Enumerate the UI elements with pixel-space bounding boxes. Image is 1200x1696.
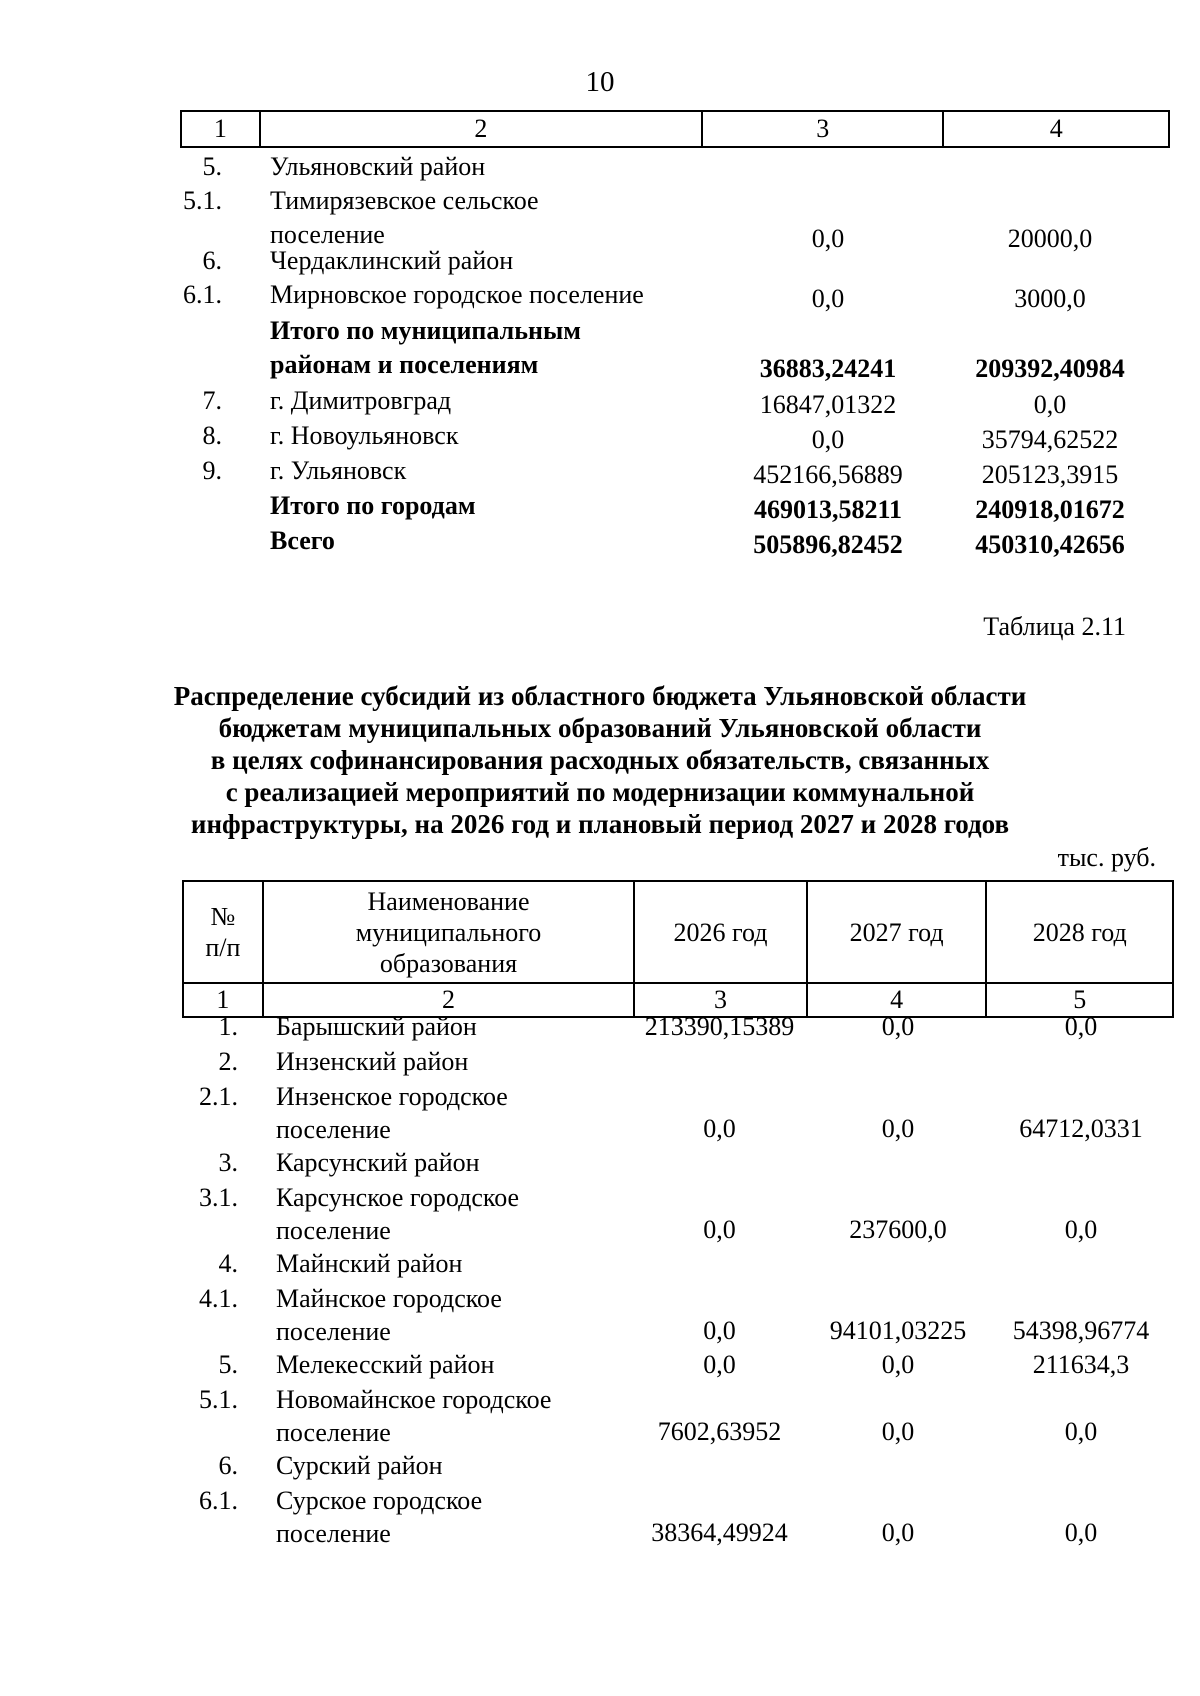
title-line: Распределение субсидий из областного бюджета Ульяновской области (173, 681, 1027, 711)
row-value: 0,0 (703, 1215, 736, 1244)
row-value: 0,0 (1033, 390, 1067, 419)
row-number: 6. (218, 1451, 238, 1480)
row-name (270, 278, 710, 312)
row-value: 0,0 (811, 224, 845, 253)
row-name (276, 1282, 636, 1348)
row-name-line: г. Новоульяновск (270, 421, 459, 450)
row-value: 0,0 (703, 1114, 736, 1143)
row-name-line: Инзенское городское (276, 1082, 508, 1111)
header-year-2027: 2027 год (807, 881, 987, 983)
row-value: 0,0 (811, 284, 845, 313)
row-value: 505896,82452 (753, 530, 903, 559)
table-row (180, 244, 1170, 278)
header-name-cell (263, 881, 634, 983)
row-name (276, 1045, 636, 1078)
row-name (276, 1146, 636, 1179)
row-value: 36883,24241 (759, 354, 897, 383)
row-value: 0,0 (881, 1114, 915, 1143)
row-name (270, 244, 710, 278)
title-line: инфраструктуры, на 2026 год и плановый период 2027 и 2028 годов (190, 809, 1010, 839)
row-value: 38364,49924 (651, 1518, 788, 1547)
document-title (0, 680, 1200, 840)
row-value: 20000,0 (1007, 224, 1093, 253)
row-name-line: поселение (276, 1115, 391, 1144)
header-year-2028: 2028 год (986, 881, 1173, 983)
row-name (276, 1247, 636, 1280)
row-value: 0,0 (881, 1518, 915, 1547)
row-value: 240918,01672 (975, 495, 1125, 524)
table-row (180, 489, 1170, 524)
table1-col-number: 3 (702, 111, 944, 147)
row-number: 5.1. (183, 186, 222, 215)
row-name-line: поселение (270, 220, 385, 249)
header-number-line: п/п (205, 933, 241, 962)
row-name-line: Карсунское городское (276, 1183, 520, 1212)
row-value: 0,0 (881, 1350, 915, 1379)
row-name-line: г. Димитровград (270, 386, 452, 415)
row-value: 0,0 (881, 1417, 915, 1446)
row-name (270, 184, 710, 252)
title-line: бюджетам муниципальных образований Ульяновской области (218, 713, 982, 743)
row-name-line: Тимирязевское сельское (270, 186, 539, 215)
row-name-line: Чердаклинский район (270, 246, 514, 275)
row-value: 469013,58211 (753, 495, 903, 524)
row-number: 7. (202, 386, 222, 415)
table2-col-number: 5 (986, 983, 1173, 1017)
table-row (180, 1383, 1170, 1447)
header-name-line: Наименование (367, 886, 530, 916)
row-value: 0,0 (703, 1316, 736, 1345)
row-value: 452166,56889 (753, 460, 903, 489)
row-value: 0,0 (1064, 1518, 1098, 1547)
row-name (276, 1484, 636, 1550)
table2-header (182, 880, 1174, 1018)
table2-col-number: 2 (263, 983, 634, 1017)
header-name-line: образования (379, 948, 518, 978)
row-value: 54398,96774 (1012, 1316, 1150, 1345)
row-number: 5. (202, 152, 222, 181)
header-year-2026: 2026 год (634, 881, 807, 983)
row-value: 237600,0 (849, 1215, 947, 1244)
row-number: 6.1. (183, 280, 222, 309)
row-name (276, 1449, 636, 1482)
row-number: 1. (218, 1012, 238, 1041)
title-line: в целях софинансирования расходных обязательств, связанных (210, 745, 990, 775)
row-name-line: Карсунский район (276, 1148, 480, 1177)
row-number: 6.1. (199, 1486, 238, 1515)
row-name-line: Сурский район (276, 1451, 443, 1480)
row-value: 94101,03225 (829, 1316, 967, 1345)
row-number: 2. (218, 1047, 238, 1076)
table1-header (180, 110, 1170, 148)
row-name-line: поселение (276, 1216, 391, 1245)
table-row (180, 1080, 1170, 1144)
table2-col-number: 1 (183, 983, 263, 1017)
row-number: 9. (202, 456, 222, 485)
row-name (276, 1181, 636, 1247)
row-value: 0,0 (1064, 1215, 1098, 1244)
row-name (270, 150, 710, 184)
table-row (180, 1449, 1170, 1482)
table2-col-number: 3 (634, 983, 807, 1017)
row-name-line: Мирновское городское поселение (270, 280, 644, 309)
row-name (270, 419, 710, 453)
row-name-line: Ульяновский район (270, 152, 486, 181)
row-value: 209392,40984 (975, 354, 1125, 383)
row-name-line: Инзенский район (276, 1047, 469, 1076)
table-row (180, 524, 1170, 559)
row-value: 7602,63952 (657, 1417, 782, 1446)
page-number: 10 (585, 66, 615, 98)
table-row (180, 384, 1170, 419)
row-number: 8. (202, 421, 222, 450)
table-row (180, 419, 1170, 454)
table-row (180, 1282, 1170, 1346)
row-name (270, 314, 710, 382)
row-name (270, 454, 710, 488)
row-value: 3000,0 (1014, 284, 1086, 313)
header-number-cell (183, 881, 263, 983)
row-value: 0,0 (881, 1012, 915, 1041)
row-name-line: Итого по городам (270, 491, 476, 520)
row-name-line: Мелекесский район (276, 1350, 495, 1379)
table-row (180, 1247, 1170, 1280)
table-label: Таблица 2.11 (983, 612, 1126, 641)
table-row (180, 454, 1170, 489)
row-value: 0,0 (1064, 1012, 1098, 1041)
row-name (276, 1010, 636, 1043)
row-name (276, 1348, 636, 1381)
row-number: 4. (218, 1249, 238, 1278)
row-name (276, 1383, 636, 1449)
header-number-line: № (210, 902, 236, 931)
row-value: 450310,42656 (975, 530, 1125, 559)
row-value: 0,0 (1064, 1417, 1098, 1446)
row-name-line: Всего (270, 526, 335, 555)
row-number: 2.1. (199, 1082, 238, 1111)
row-value: 35794,62522 (981, 425, 1119, 454)
row-number: 5. (218, 1350, 238, 1379)
row-number: 5.1. (199, 1385, 238, 1414)
units-label: тыс. руб. (1057, 843, 1156, 872)
row-name (270, 524, 710, 558)
row-value: 205123,3915 (981, 460, 1119, 489)
table-row (180, 184, 1170, 253)
row-name-line: поселение (276, 1519, 391, 1548)
row-name-line: г. Ульяновск (270, 456, 407, 485)
table-row (180, 1010, 1170, 1043)
row-name-line: Сурское городское (276, 1486, 483, 1515)
table1-col-number: 4 (943, 111, 1169, 147)
row-name (276, 1080, 636, 1146)
table-row (180, 1348, 1170, 1381)
row-name-line: Итого по муниципальным (270, 316, 581, 345)
table-row (180, 150, 1170, 184)
row-name-line: районам и поселениям (270, 350, 539, 379)
table-row (180, 1181, 1170, 1245)
header-name-line: муниципального (355, 917, 542, 947)
table1-col-number: 1 (181, 111, 260, 147)
table-row (180, 1146, 1170, 1179)
row-name (270, 384, 710, 418)
row-value: 213390,15389 (644, 1012, 795, 1041)
row-number: 4.1. (199, 1284, 238, 1313)
row-number: 3. (218, 1148, 238, 1177)
table-row (180, 1045, 1170, 1078)
table2-col-number: 4 (807, 983, 987, 1017)
row-name (270, 489, 710, 523)
table1-col-number: 2 (260, 111, 702, 147)
row-value: 211634,3 (1032, 1350, 1130, 1379)
row-value: 16847,01322 (759, 390, 897, 419)
row-value: 0,0 (703, 1350, 736, 1379)
row-name-line: Майнский район (276, 1249, 463, 1278)
row-number: 3.1. (199, 1183, 238, 1212)
row-name-line: Барышский район (276, 1012, 477, 1041)
row-number: 6. (202, 246, 222, 275)
title-line: с реализацией мероприятий по модернизации коммунальной (225, 777, 975, 807)
row-name-line: Новомайнское городское (276, 1385, 552, 1414)
table-row (180, 278, 1170, 314)
table-row (180, 314, 1170, 384)
row-name-line: поселение (276, 1418, 391, 1447)
row-name-line: поселение (276, 1317, 391, 1346)
row-name-line: Майнское городское (276, 1284, 502, 1313)
row-value: 64712,0331 (1019, 1114, 1143, 1143)
table-row (180, 1484, 1170, 1548)
row-value: 0,0 (811, 425, 845, 454)
